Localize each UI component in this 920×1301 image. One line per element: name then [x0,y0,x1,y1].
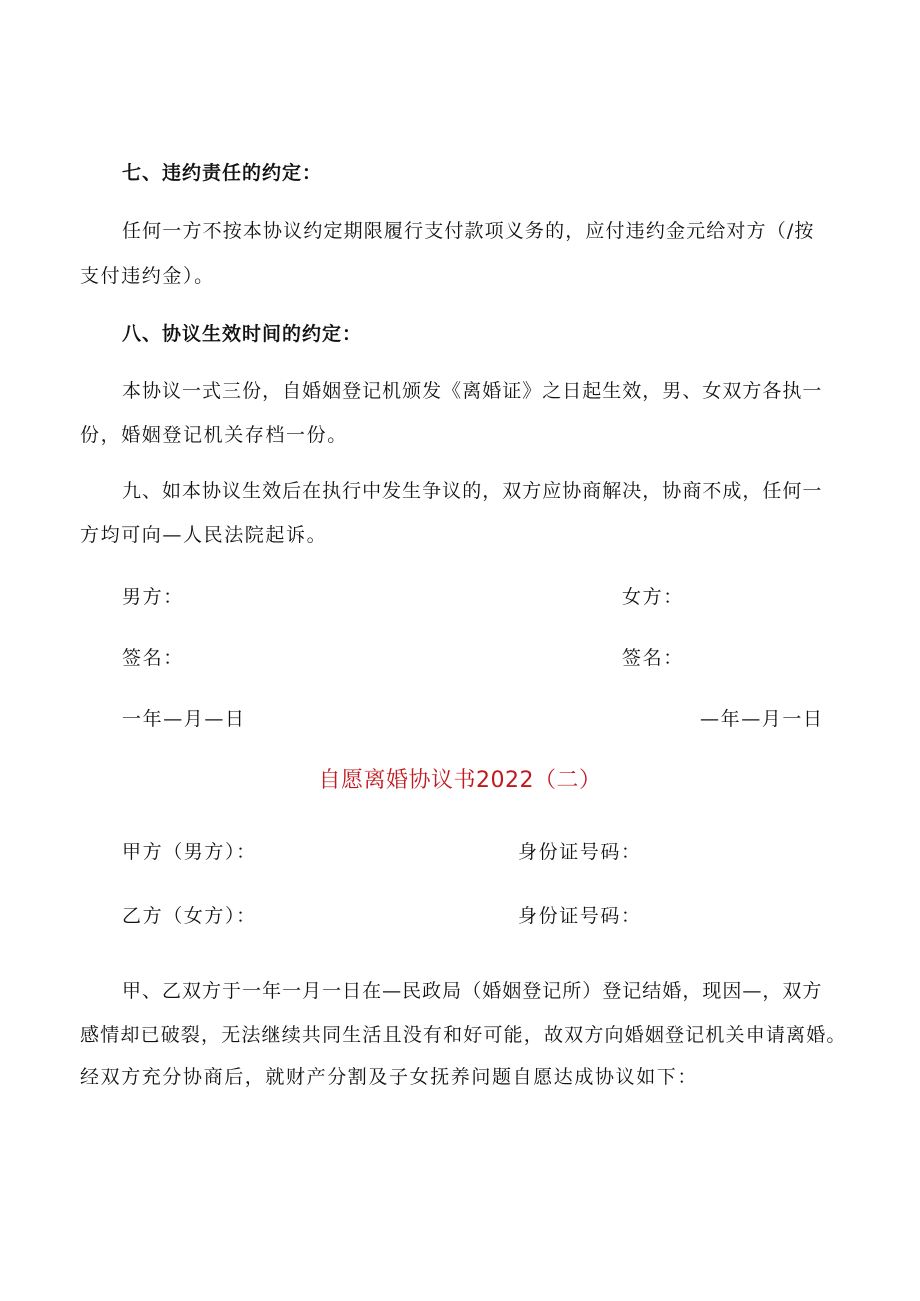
party-a-id-label: 身份证号码： [518,841,642,863]
male-signature-date: 一年—月—日 [122,708,246,730]
party-a-label: 甲方（男方）： [122,841,257,863]
female-signature-date: —年—月一日 [700,708,824,730]
agreement-2-intro-line-1: 甲、乙双方于一年一月一日在—民政局（婚姻登记所）登记结婚，现因—，双方 [122,980,822,1002]
section-8-paragraph-line-2: 份，婚姻登记机关存档一份。 [80,424,348,446]
agreement-2-intro-line-3: 经双方充分协商后，就财产分割及子女抚养问题自愿达成协议如下： [80,1066,699,1088]
section-9-paragraph-line-2: 方均可向—人民法院起诉。 [80,524,328,546]
section-8-paragraph-line-1: 本协议一式三份，自婚姻登记机颁发《离婚证》之日起生效，男、女双方各执一 [122,380,822,402]
agreement-2-intro-line-2: 感情却已破裂，无法继续共同生活且没有和好可能，故双方向婚姻登记机关申请离婚。 [80,1024,846,1046]
section-7-paragraph-line-1: 任何一方不按本协议约定期限履行支付款项义务的，应付违约金元给对方（/按 [122,220,814,242]
section-9-paragraph-line-1: 九、如本协议生效后在执行中发生争议的，双方应协商解决，协商不成，任何一 [122,480,822,502]
section-8-heading: 八、协议生效时间的约定： [122,323,363,345]
party-b-id-label: 身份证号码： [518,905,642,927]
female-party-label: 女方： [622,586,684,608]
male-signature-label: 签名： [122,647,184,669]
agreement-2-title: 自愿离婚协议书2022（二） [318,768,602,793]
section-7-paragraph-line-2: 支付违约金）。 [80,265,215,287]
section-7-heading: 七、违约责任的约定： [122,162,323,184]
male-party-label: 男方： [122,586,184,608]
party-b-label: 乙方（女方）： [122,905,257,927]
female-signature-label: 签名： [622,647,684,669]
